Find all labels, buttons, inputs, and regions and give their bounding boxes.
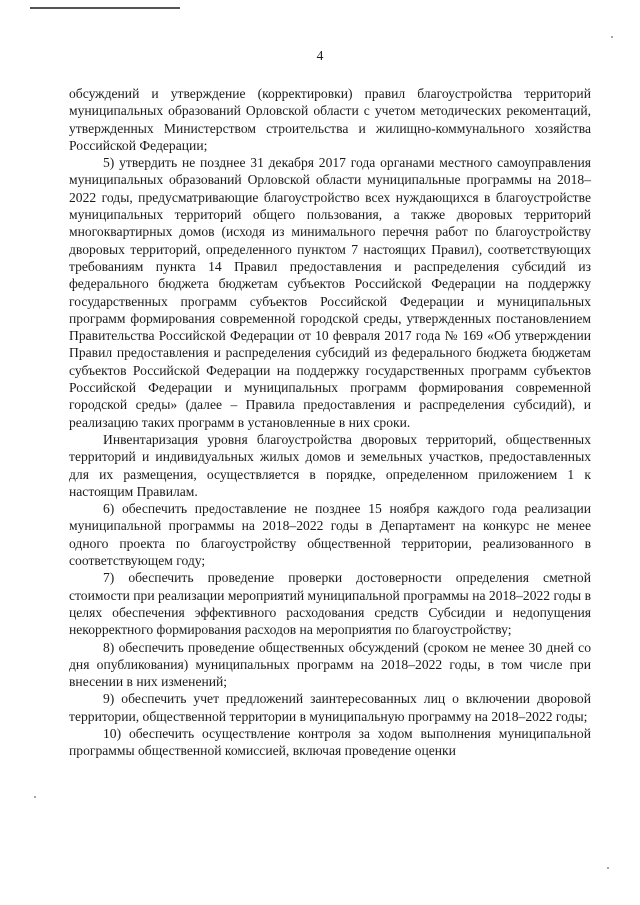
paragraph-inventory: Инвентаризация уровня благоустройства дворовых территорий, общественных территорий и индивидуальных жилых домов и земельных участков, предоставленных для их размещения, осуществляется в порядке, определенном приложением 1 к настоящим Правилам.	[69, 431, 591, 499]
paragraph-item-10: 10) обеспечить осуществление контроля за ходом выполнения муниципальной программы общественной комиссией, включая проведение оценки	[69, 725, 591, 759]
scan-speck	[611, 36, 613, 38]
document-body	[69, 85, 591, 760]
paragraph-item-9: 9) обеспечить учет предложений заинтересованных лиц о включении дворовой территории, общественной территории в муниципальную программу на 2018–2022 годы;	[69, 691, 591, 724]
paragraph-item-7: 7) обеспечить проведение проверки достоверности определения сметной стоимости при реализации мероприятий муниципальной программы на 2018–2022 годы в целях обеспечения эффективного расходования средств Субсидии и недопущения некорректного формирования расходов на мероприятия по благоустройству;	[69, 570, 591, 638]
page-number: 4	[316, 48, 324, 63]
scan-speck	[607, 867, 609, 869]
scan-speck	[34, 796, 36, 798]
paragraph-item-6: 6) обеспечить предоставление не позднее 15 ноября каждого года реализации муниципальной программы на 2018–2022 годы в Департамент на конкурс не менее одного проекта по благоустройству общественной территории, реализованного в соответствующем году;	[69, 501, 591, 569]
paragraph-item-8: 8) обеспечить проведение общественных обсуждений (сроком не менее 30 дней со дня опубликования) муниципальных программ на 2018–2022 годы, в том числе при внесении в них изменений;	[69, 639, 591, 690]
paragraph-continuation: обсуждений и утверждение (корректировки) правил благоустройства территорий муниципальных образований Орловской области с учетом методических рекоментаций, утвержденных Министерством строительства и жилищно-коммунального хозяйства Российской Федерации;	[69, 86, 591, 153]
top-edge-rule	[30, 7, 180, 9]
paragraph-item-5: 5) утвердить не позднее 31 декабря 2017 года органами местного самоуправления муниципальных образований Орловской области муниципальные программы на 2018–2022 годы, предусматривающие благоустройство всех нуждающихся в благоустройстве муниципальных территорий общего пользования, а также дворовых территорий многоквартирных домов (исходя из минимального перечня работ по благоустройству дворовых территорий, определенного пунктом 7 настоящих Правил), соответствующих требованиям пункта 14 Правил предоставления и распределения субсидий из федерального бюджета бюджетам субъектов Российской Федерации на поддержку государственных программ субъектов Российской Федерации и муниципальных программ формирования современной городской среды, утвержденных постановлением Правительства Российской Федерации от 10 февраля 2017 года № 169 «Об утверждении Правил предоставления и распределения субсидий из федерального бюджета бюджетам субъектов Российской Федерации на поддержку государственных программ субъектов Российской Федерации и муниципальных программ формирования современной городской среды» (далее – Правила предоставления и распределения субсидий), и реализацию таких программ в установленные в них сроки.	[69, 155, 591, 430]
